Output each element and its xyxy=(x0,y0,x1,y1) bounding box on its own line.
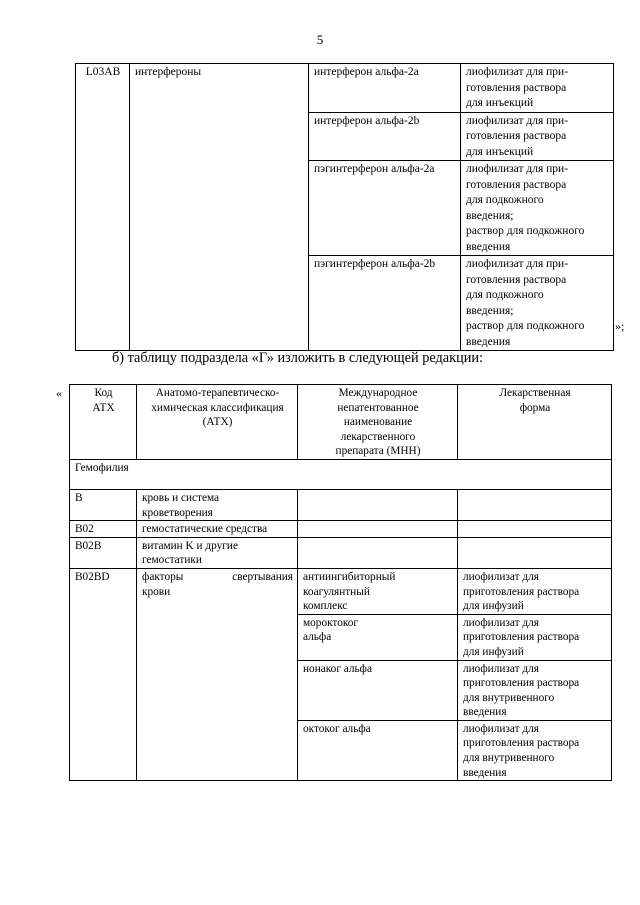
inn-line: коагулянтный xyxy=(303,585,370,598)
form-line: лиофилизат для xyxy=(463,616,539,629)
form-line: для инъекций xyxy=(466,97,534,109)
form-line: лиофилизат для при- xyxy=(466,66,569,78)
form-line: для подкожного xyxy=(466,289,544,301)
page-number: 5 xyxy=(316,32,324,47)
inn-cell: интерферон альфа-2a xyxy=(309,64,461,113)
form-cell xyxy=(458,614,612,660)
inn-line: комплекс xyxy=(303,600,348,613)
hemophilia-table xyxy=(69,384,612,781)
table-row xyxy=(70,489,612,520)
form-cell xyxy=(458,660,612,720)
header-line: АТХ xyxy=(92,401,115,414)
form-line: введения xyxy=(463,766,507,779)
form-cell xyxy=(458,521,612,538)
form-line: лиофилизат для xyxy=(463,570,539,583)
code-cell: B02BD xyxy=(70,568,137,780)
form-line: готовления раствора xyxy=(466,81,567,94)
form-line: введения; xyxy=(466,304,514,317)
inn-line: антиингибиторный xyxy=(303,570,396,583)
code-cell: B02B xyxy=(70,537,137,568)
header-line: Лекарственная xyxy=(499,387,571,399)
form-line: введения; xyxy=(466,209,514,222)
atc-line: гемостатики xyxy=(142,554,202,567)
code-cell: B xyxy=(70,489,137,520)
form-cell xyxy=(461,256,614,351)
section-row xyxy=(70,459,612,489)
table-row xyxy=(70,521,612,538)
form-line: для инфузий xyxy=(463,645,524,658)
atc-line: факторы свертывания xyxy=(142,570,293,583)
header-line: Анатомо-терапевтическо- xyxy=(155,387,280,399)
section-title: Гемофилия xyxy=(70,459,612,489)
header-atc xyxy=(137,385,298,460)
form-line: приготовления раствора xyxy=(463,585,580,598)
header-line: форма xyxy=(519,401,551,414)
form-cell xyxy=(461,64,614,113)
form-line: лиофилизат для xyxy=(463,722,539,735)
inn-cell xyxy=(298,568,458,614)
inn-line: нонаког альфа xyxy=(303,662,373,675)
closing-quote: »; xyxy=(615,319,625,333)
header-form xyxy=(458,385,612,460)
atc-line: крови xyxy=(142,585,171,598)
inn-cell: интерферон альфа-2b xyxy=(309,112,461,161)
form-line: введения xyxy=(466,335,511,348)
form-line: готовления раствора xyxy=(466,178,567,191)
header-inn xyxy=(298,385,458,460)
inn-cell xyxy=(298,521,458,538)
form-line: приготовления раствора xyxy=(463,737,580,750)
form-line: готовления раствора xyxy=(466,130,567,142)
header-line: (АТХ) xyxy=(202,416,233,429)
form-line: раствор для подкожного xyxy=(466,225,585,237)
header-line: Код xyxy=(94,387,113,399)
form-cell xyxy=(461,161,614,256)
form-cell xyxy=(458,568,612,614)
form-line: лиофилизат для при- xyxy=(466,114,569,127)
form-line: введения xyxy=(463,706,507,719)
form-cell xyxy=(458,489,612,520)
form-cell xyxy=(461,112,614,161)
form-cell xyxy=(458,720,612,780)
form-cell xyxy=(458,537,612,568)
form-line: для внутривенного xyxy=(463,691,555,704)
form-line: для инфузий xyxy=(463,600,524,613)
header-line: Международное xyxy=(338,387,418,399)
form-line: готовления раствора xyxy=(466,273,567,286)
form-line: лиофилизат для xyxy=(463,662,539,675)
header-line: непатентованное xyxy=(337,401,419,414)
inn-cell: пэгинтерферон альфа-2a xyxy=(309,161,461,256)
header-line: химическая классификация xyxy=(151,401,284,414)
form-line: для подкожного xyxy=(466,194,544,206)
atc-code-cell: L03AB xyxy=(76,64,130,351)
form-line: приготовления раствора xyxy=(463,677,580,690)
atc-line: кроветворения xyxy=(142,506,213,519)
interferons-table xyxy=(75,63,614,351)
inn-cell xyxy=(298,720,458,780)
inn-line: октоког альфа xyxy=(303,722,371,735)
atc-line: витамин K и другие xyxy=(142,539,238,552)
atc-line: гемостатические средства xyxy=(142,523,268,536)
form-line: введения xyxy=(466,240,511,253)
form-line: для инъекций xyxy=(466,145,534,158)
form-line: лиофилизат для при- xyxy=(466,258,569,270)
inn-cell: пэгинтерферон альфа-2b xyxy=(309,256,461,351)
instruction-text: б) таблицу подраздела «Г» изложить в следующей редакции: xyxy=(112,350,483,366)
form-line: для внутривенного xyxy=(463,752,555,765)
header-line: лекарственного xyxy=(340,430,416,443)
form-line: раствор для подкожного xyxy=(466,320,585,332)
atc-cell xyxy=(137,521,298,538)
header-line: наименование xyxy=(343,416,413,429)
inn-cell xyxy=(298,614,458,660)
form-line: приготовления раствора xyxy=(463,631,580,644)
atc-cell xyxy=(137,489,298,520)
table-row xyxy=(70,537,612,568)
table-header-row xyxy=(70,385,612,460)
header-code xyxy=(70,385,137,460)
inn-cell xyxy=(298,660,458,720)
inn-cell xyxy=(298,489,458,520)
table-row xyxy=(76,64,614,113)
inn-line: мороктоког xyxy=(303,616,359,629)
opening-quote: « xyxy=(56,386,62,400)
atc-group-cell: интерфероны xyxy=(130,64,309,351)
atc-cell xyxy=(137,537,298,568)
form-line: лиофилизат для при- xyxy=(466,163,569,175)
inn-cell xyxy=(298,537,458,568)
atc-line: кровь и система xyxy=(142,491,220,504)
inn-line: альфа xyxy=(303,631,332,644)
atc-cell xyxy=(137,568,298,780)
header-line: препарата (МНН) xyxy=(335,445,421,458)
table-row xyxy=(70,568,612,614)
code-cell: B02 xyxy=(70,521,137,538)
